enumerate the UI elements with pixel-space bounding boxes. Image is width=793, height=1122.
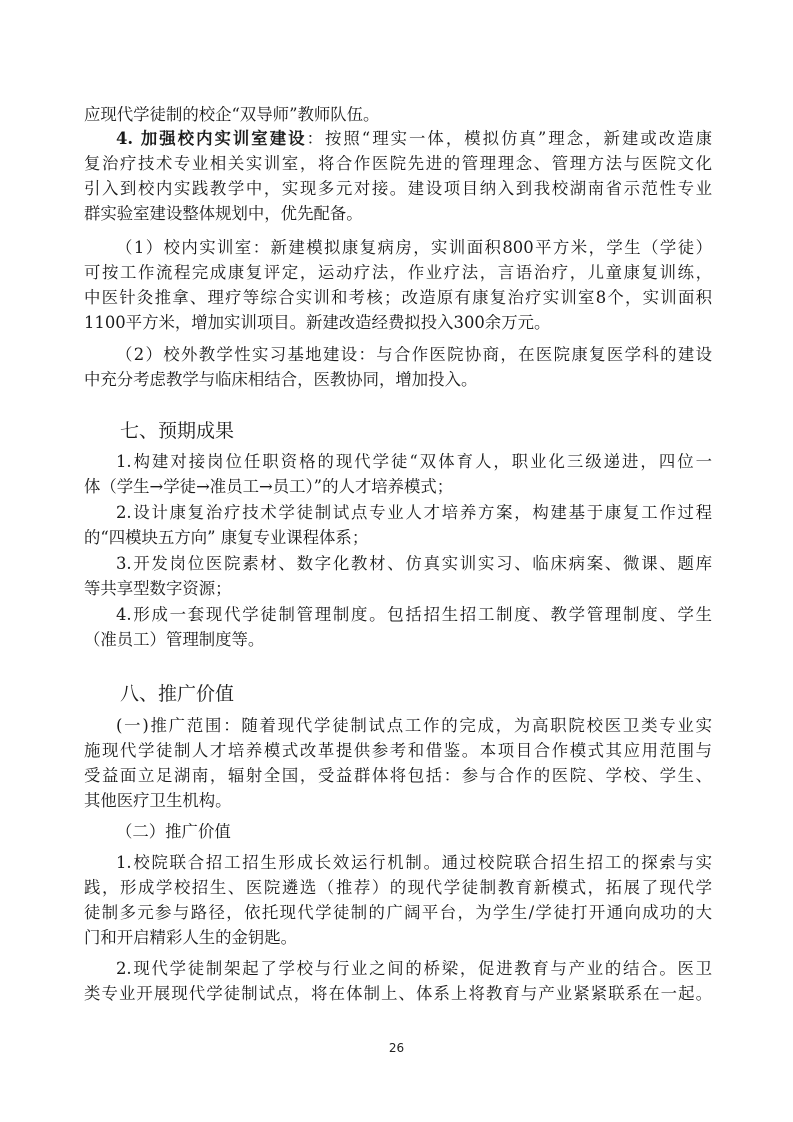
paragraph-line: （1）校内实训室：新建模拟康复病房，实训面积800平方米，学生（学徒） xyxy=(116,238,712,257)
paragraph-line: 3.开发岗位医院素材、数字化教材、仿真实训实习、临床病案、微课、题库 xyxy=(116,554,712,573)
paragraph-line: 的“四模块五方向” 康复专业课程体系； xyxy=(84,528,369,547)
paragraph-line: 引入到校内实践教学中，实现多元对接。建设项目纳入到我校湖南省示范性专业 xyxy=(84,179,712,198)
paragraph-line xyxy=(116,128,712,150)
paragraph-line: 2.设计康复治疗技术学徒制试点专业人才培养方案，构建基于康复工作过程 xyxy=(116,503,712,522)
section-heading: 八、推广价值 xyxy=(120,683,235,705)
paragraph-line: 中充分考虑教学与临床相结合，医教协同，增加投入。 xyxy=(84,370,478,389)
paragraph-line: 复治疗技术专业相关实训室，将合作医院先进的管理理念、管理方法与医院文化 xyxy=(84,154,712,173)
paragraph-line: (一)推广范围：随着现代学徒制试点工作的完成，为高职院校医卫类专业实 xyxy=(116,716,712,735)
paragraph-line: 类专业开展现代学徒制试点，将在体制上、体系上将教育与产业紧紧联系在一起。 xyxy=(84,984,712,1003)
page-number: 26 xyxy=(388,1041,405,1055)
section-heading: 七、预期成果 xyxy=(120,420,235,442)
paragraph-line: 应现代学徒制的校企“双导师”教师队伍。 xyxy=(84,105,380,124)
paragraph-line: 1.构建对接岗位任职资格的现代学徒“双体育人，职业化三级递进，四位一 xyxy=(116,452,712,471)
paragraph-line: 践，形成学校招生、医院遴选（推荐）的现代学徒制教育新模式，拓展了现代学 xyxy=(84,878,712,897)
paragraph-line: 中医针灸推拿、理疗等综合实训和考核；改造原有康复治疗实训室8个，实训面积 xyxy=(84,288,712,307)
paragraph-line: 体（学生→学徒→准员工→员工）”的人才培养模式； xyxy=(84,477,454,496)
paragraph-line: 等共享型数字资源； xyxy=(84,579,232,598)
paragraph-line: 其他医疗卫生机构。 xyxy=(84,791,232,810)
paragraph-line: 可按工作流程完成康复评定，运动疗法，作业疗法，言语治疗，儿童康复训练， xyxy=(84,263,712,282)
bold-lead: 4. 加强校内实训室建设 xyxy=(116,129,307,148)
paragraph-line: 2.现代学徒制架起了学校与行业之间的桥梁，促进教育与产业的结合。医卫 xyxy=(116,959,712,978)
paragraph-line: 徒制多元参与路径，依托现代学徒制的广阔平台，为学生/学徒打开通向成功的大 xyxy=(84,903,712,922)
paragraph-line: （二）推广价值 xyxy=(116,822,231,841)
paragraph-line: 受益面立足湖南，辐射全国，受益群体将包括：参与合作的医院、学校、学生、 xyxy=(84,766,712,785)
paragraph-line: 群实验室建设整体规划中，优先配备。 xyxy=(84,204,363,223)
paragraph-line: 门和开启精彩人生的金钥匙。 xyxy=(84,928,298,947)
paragraph-line: 1.校院联合招工招生形成长效运行机制。通过校院联合招生招工的探索与实 xyxy=(116,853,712,872)
paragraph-line: 4.形成一套现代学徒制管理制度。包括招生招工制度、教学管理制度、学生 xyxy=(116,605,712,624)
paragraph-line: （2）校外教学性实习基地建设：与合作医院协商，在医院康复医学科的建设 xyxy=(116,345,712,364)
paragraph-text: ：按照“理实一体，模拟仿真”理念，新建或改造康 xyxy=(306,129,712,148)
paragraph-line: 施现代学徒制人才培养模式改革提供参考和借鉴。本项目合作模式其应用范围与 xyxy=(84,741,712,760)
paragraph-line: （准员工）管理制度等。 xyxy=(84,630,265,649)
paragraph-line: 1100平方米，增加实训项目。新建改造经费拟投入300余万元。 xyxy=(84,313,551,332)
